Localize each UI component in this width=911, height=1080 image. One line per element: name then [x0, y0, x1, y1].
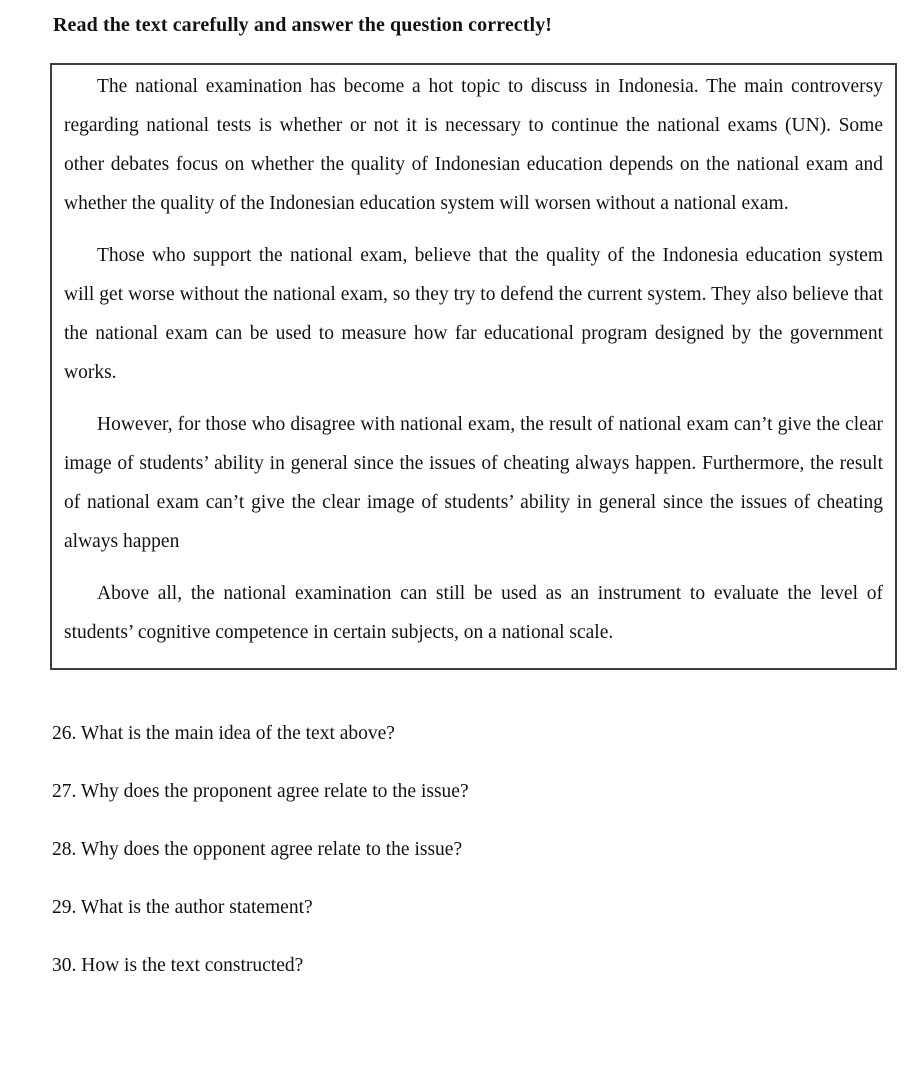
question-number: 28.	[52, 839, 77, 860]
question-number: 27.	[52, 781, 77, 802]
questions-list	[52, 720, 897, 980]
question-text: Why does the opponent agree relate to the issue?	[80, 839, 463, 860]
question-number: 30.	[52, 955, 77, 976]
question-text: What is the main idea of the text above?	[80, 723, 395, 744]
question-text: Why does the proponent agree relate to the issue?	[80, 781, 469, 802]
passage-paragraph-2: Those who support the national exam, believe that the quality of the Indonesia education system will get worse without the national exam, so they try to defend the current system. They also believe that the national exam can be used to measure how far educational program designed by the government works.	[64, 245, 883, 383]
passage-paragraph-1: The national examination has become a hot topic to discuss in Indonesia. The main controversy regarding national tests is whether or not it is necessary to continue the national exams (UN). Some other debates focus on whether the quality of Indonesian education depends on the national exam and whether the quality of the Indonesian education system will worsen without a national exam.	[64, 76, 883, 214]
instruction-heading: Read the text carefully and answer the question correctly!	[53, 14, 553, 36]
passage-paragraph-4: Above all, the national examination can still be used as an instrument to evaluate the level of students’ cognitive competence in certain subjects, on a national scale.	[64, 583, 883, 643]
question-number: 29.	[52, 897, 77, 918]
question-item-29	[52, 894, 897, 922]
passage-box	[50, 63, 897, 670]
question-text: How is the text constructed?	[81, 955, 304, 976]
question-item-27	[52, 778, 897, 806]
question-number: 26.	[52, 723, 77, 744]
question-item-30	[52, 952, 897, 980]
question-text: What is the author statement?	[80, 897, 313, 918]
question-item-26	[52, 720, 897, 748]
passage-paragraph-3: However, for those who disagree with national exam, the result of national exam can’t give the clear image of students’ ability in general since the issues of cheating always happen. Furthermore, the result of national exam can’t give the clear image of students’ ability in general since the issues of cheating always happen	[64, 414, 883, 552]
question-item-28	[52, 836, 897, 864]
